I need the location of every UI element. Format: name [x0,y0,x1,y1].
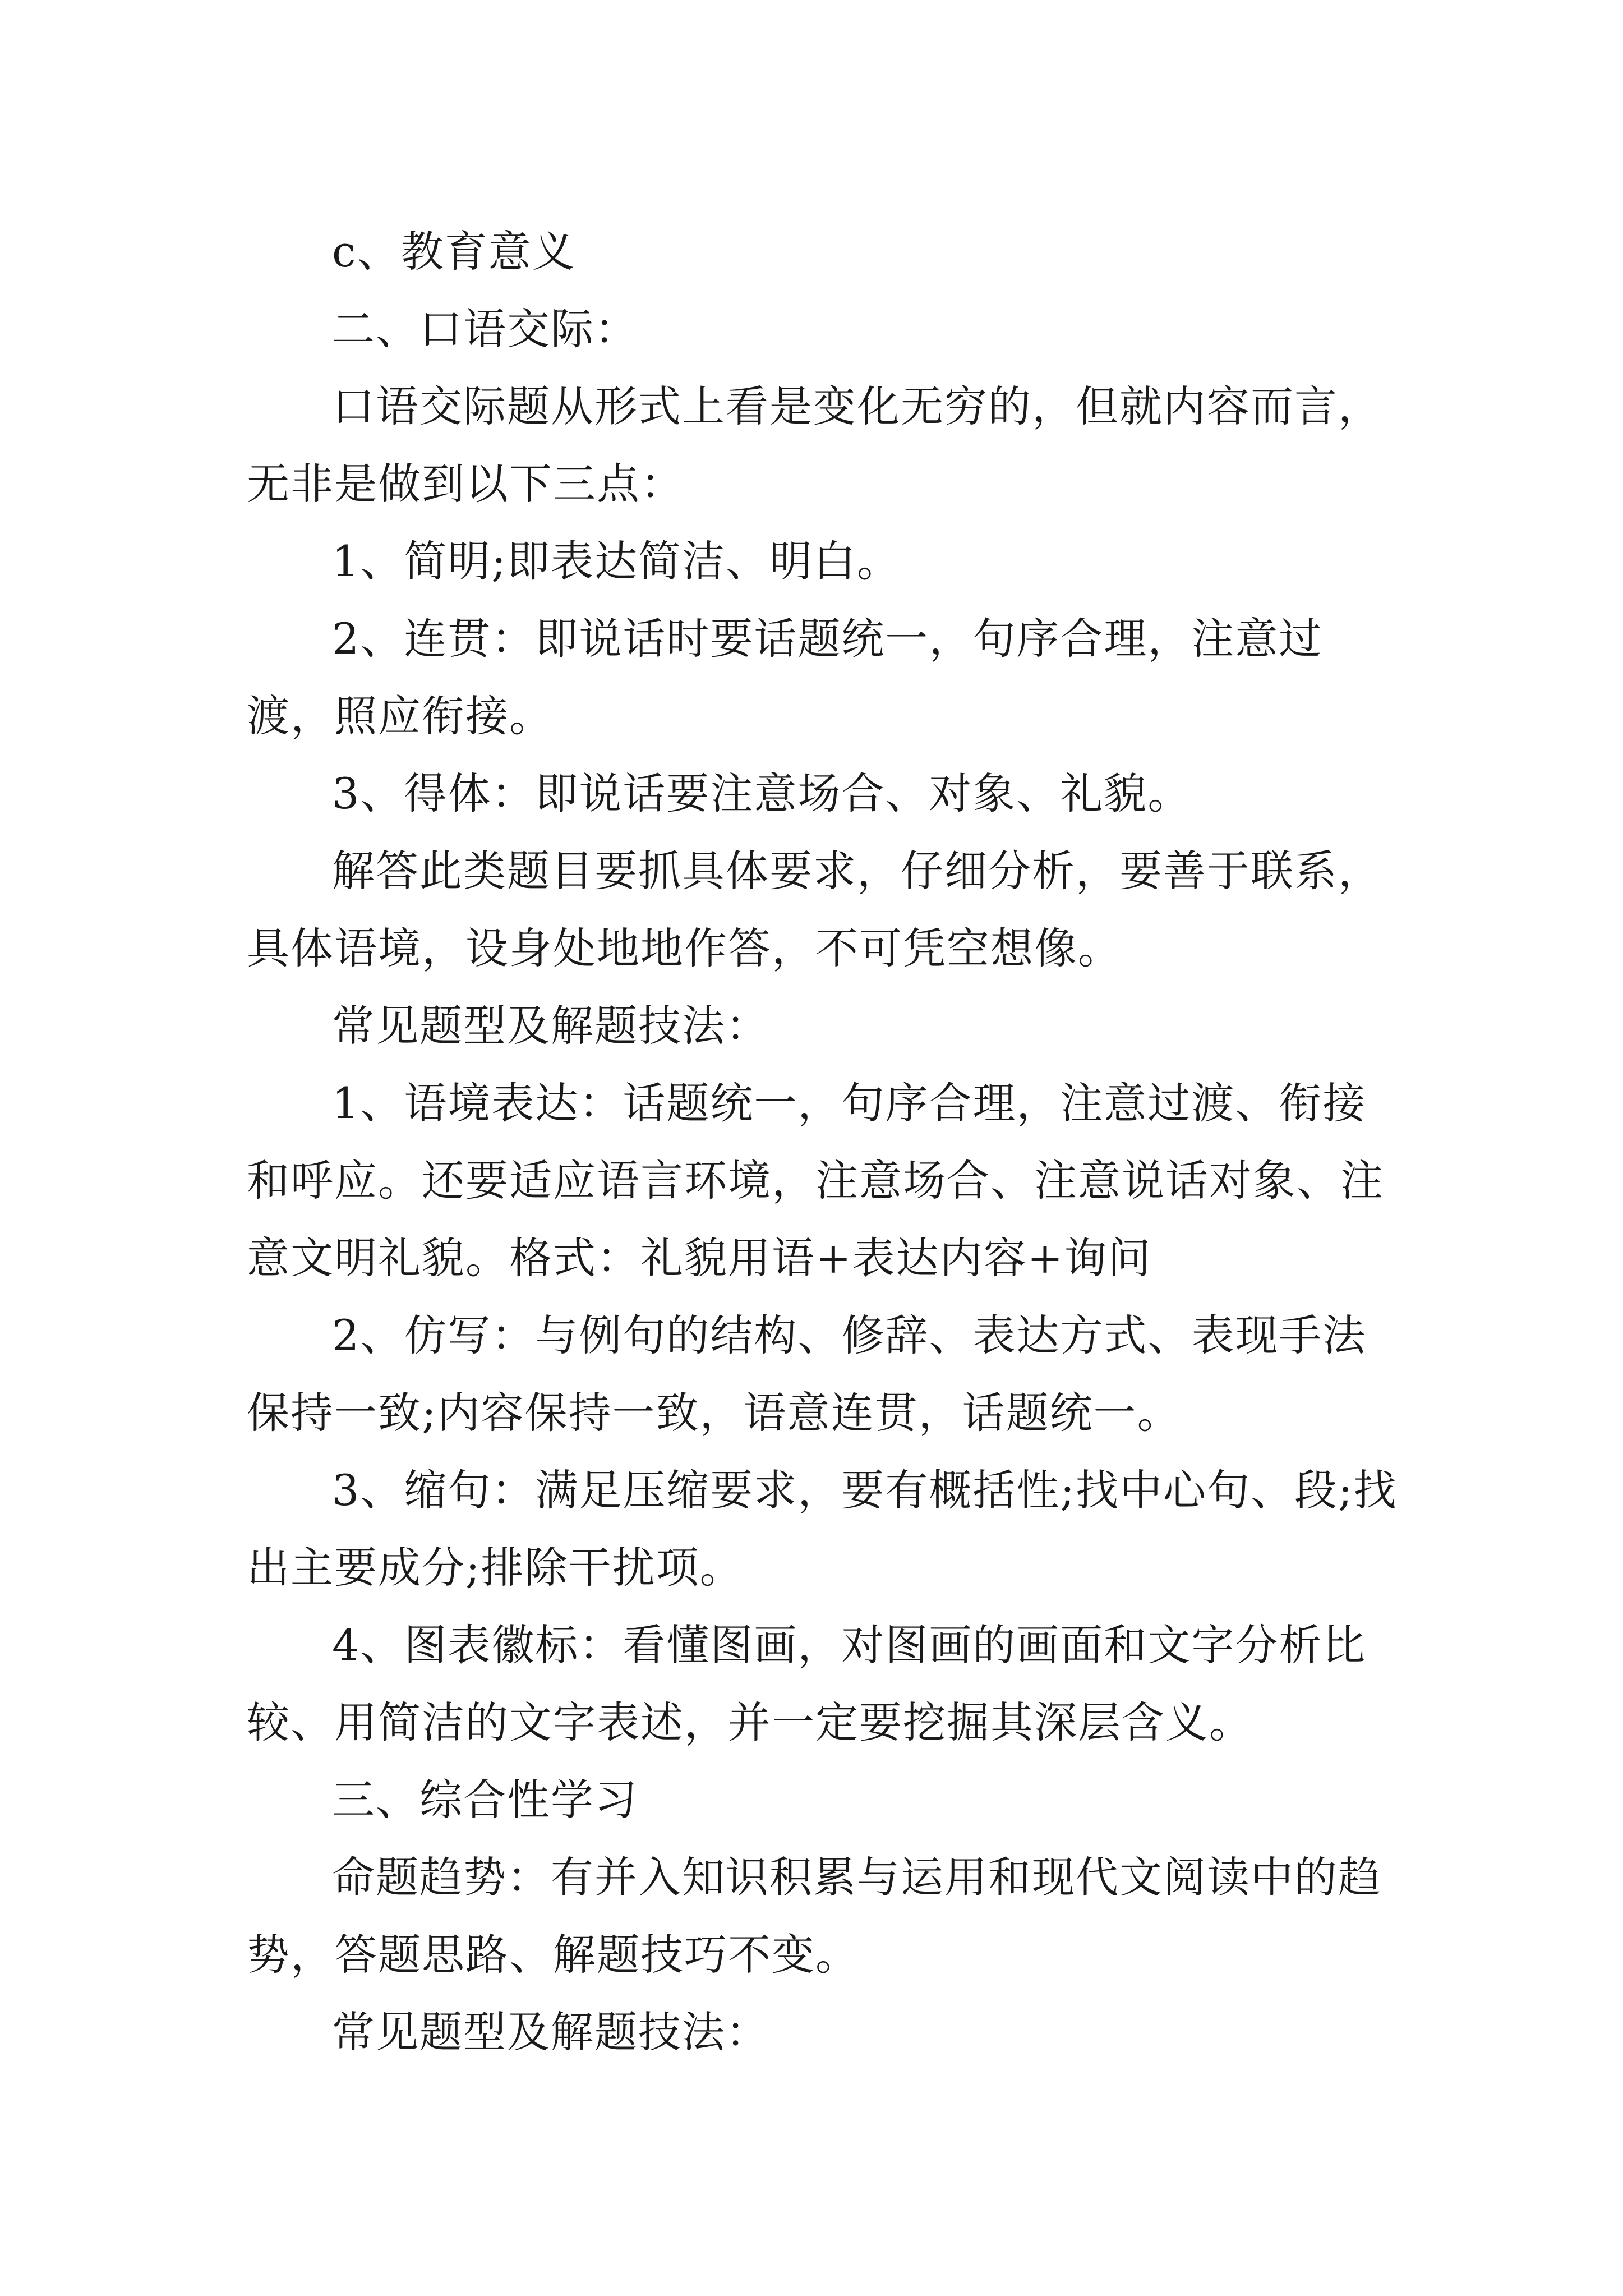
list-item-appropriate: 3、得体：即说话要注意场合、对象、礼貌。 [332,769,1192,818]
list-item-concise: 1、简明;即表达简洁、明白。 [332,536,901,586]
paragraph-oral-communication-intro: 口语交际题从形式上看是变化无穷的，但就内容而言，无非是做到以下三点： [247,381,1382,509]
document-body [247,213,1402,2071]
paragraph-answering-advice: 解答此类题目要抓具体要求，仔细分析，要善于联系，具体语境，设身处地地作答，不可凭空想像。 [247,846,1382,973]
section-heading-comprehensive-learning: 三、综合性学习 [332,1775,638,1825]
list-item-imitation-writing: 2、仿写：与例句的结构、修辞、表达方式、表现手法保持一致;内容保持一致，语意连贯，话题统一。 [247,1310,1367,1438]
section-heading-oral-communication: 二、口语交际： [332,304,638,354]
paragraph-item-c: c、教育意义 [332,227,576,277]
subheading-common-question-types: 常见题型及解题技法： [332,1001,769,1051]
list-item-coherent: 2、连贯：即说话时要话题统一，句序合理，注意过渡，照应衔接。 [247,614,1323,741]
list-item-chart-logo: 4、图表徽标：看懂图画，对图画的画面和文字分析比较、用简洁的文字表述，并一定要挖掘其深层含义。 [247,1620,1367,1747]
list-item-sentence-reduction: 3、缩句：满足压缩要求，要有概括性;找中心句、段;找出主要成分;排除干扰项。 [247,1465,1398,1593]
paragraph-proposition-trend: 命题趋势：有并入知识积累与运用和现代文阅读中的趋势，答题思路、解题技巧不变。 [247,1852,1382,1980]
subheading-common-question-types-2: 常见题型及解题技法： [332,2007,769,2057]
list-item-context-expression: 1、语境表达：话题统一，句序合理，注意过渡、衔接和呼应。还要适应语言环境，注意场合、注意说话对象、注意文明礼貌。格式：礼貌用语+表达内容+询问 [247,1078,1384,1283]
